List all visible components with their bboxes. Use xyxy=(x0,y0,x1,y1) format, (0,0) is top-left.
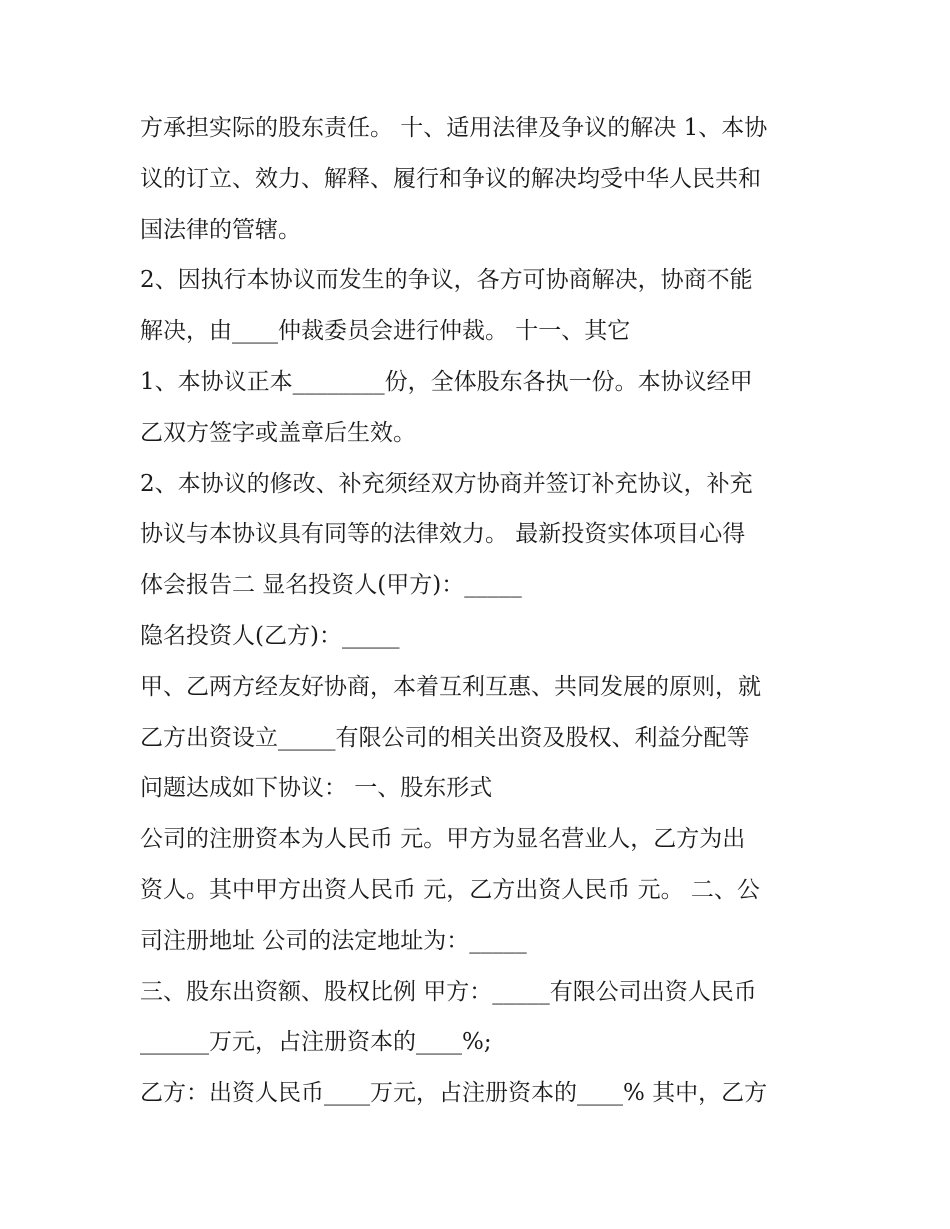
text-line: 司注册地址 公司的法定地址为：_____ xyxy=(140,927,527,954)
text-line: 1、本协议正本________份，全体股东各执一份。本协议经甲 xyxy=(140,368,753,395)
text-line: 资人。其中甲方出资人民币 元，乙方出资人民币 元。 二、公 xyxy=(140,876,760,903)
text-line: 解决，由____仲裁委员会进行仲裁。 十一、其它 xyxy=(140,318,631,345)
text-line: 隐名投资人(乙方)：_____ xyxy=(140,622,400,649)
text-line: 协议与本协议具有同等的法律效力。 最新投资实体项目心得 xyxy=(140,521,746,548)
text-line: 问题达成如下协议： 一、股东形式 xyxy=(140,775,493,802)
text-line: 乙双方签字或盖章后生效。 xyxy=(140,419,416,446)
text-line: 公司的注册资本为人民币 元。甲方为显名营业人，乙方为出 xyxy=(140,826,746,853)
text-line: 方承担实际的股东责任。 十、适用法律及争议的解决 1、本协 xyxy=(140,115,768,141)
text-line: 2、因执行本协议而发生的争议，各方可协商解决，协商不能 xyxy=(140,267,753,294)
text-line: ______万元，占注册资本的____%; xyxy=(140,1029,492,1056)
text-line: 国法律的管辖。 xyxy=(140,216,301,243)
text-line: 议的订立、效力、解释、履行和争议的解决均受中华人民共和 xyxy=(140,165,761,192)
agreement-text xyxy=(140,103,820,1119)
text-line: 甲、乙两方经友好协商，本着互利互惠、共同发展的原则，就 xyxy=(140,673,761,700)
text-line: 乙方出资设立_____有限公司的相关出资及股权、利益分配等 xyxy=(140,724,750,751)
text-line: 2、本协议的修改、补充须经双方协商并签订补充协议，补充 xyxy=(140,470,753,497)
text-line: 体会报告二 显名投资人(甲方)：_____ xyxy=(140,572,522,599)
text-line: 三、股东出资额、股权比例 甲方：_____有限公司出资人民币 xyxy=(140,978,757,1005)
text-line: 乙方：出资人民币____万元，占注册资本的____% 其中，乙方 xyxy=(140,1080,768,1107)
